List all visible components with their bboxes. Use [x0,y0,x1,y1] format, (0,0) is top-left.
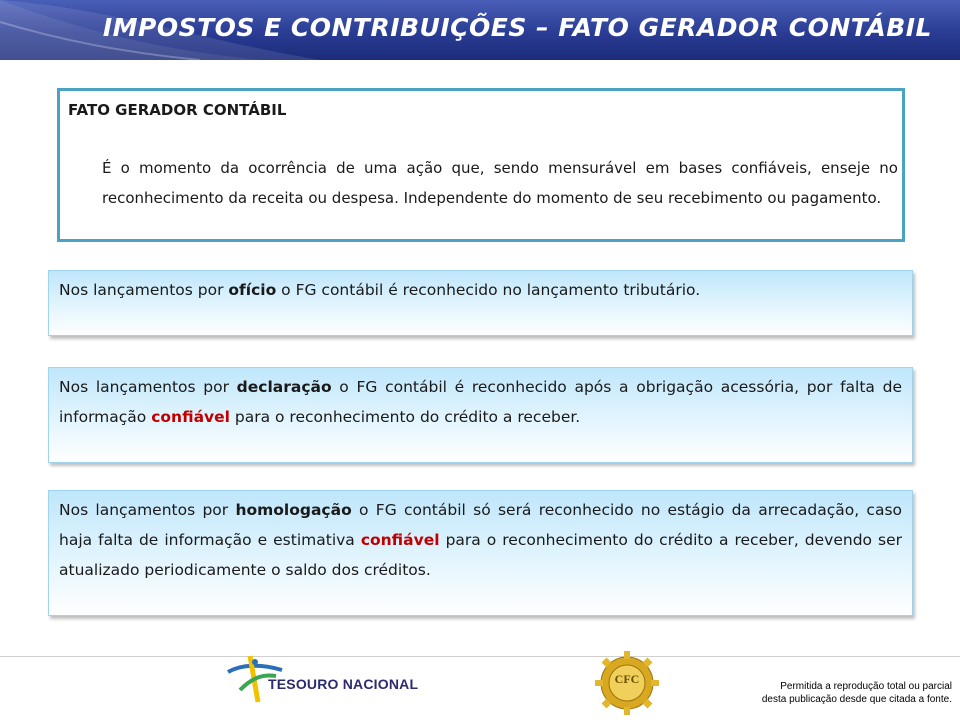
page-title: IMPOSTOS E CONTRIBUIÇÕES – FATO GERADOR CONTÁBIL [102,13,932,42]
definition-box [57,88,905,242]
homologacao-text-middle: o FG contábil só será reconhecido no estágio da arrecadação, caso haja falta de informação e estimativa [59,501,903,549]
permission-line-1: Permitida a reprodução total ou parcial [780,681,952,692]
homologacao-highlight: confiável [360,531,440,549]
definition-title: FATO GERADOR CONTÁBIL [68,101,287,119]
declaracao-text-middle: o FG contábil é reconhecido após a obrigação acessória, por falta de informação [59,378,902,426]
permission-line-2: desta publicação desde que citada a fonte. [761,694,952,705]
cfc-seal-text: CFC [614,672,640,686]
homologacao-keyword: homologação [235,501,352,519]
homologacao-text-before: Nos lançamentos por [59,501,236,519]
oficio-keyword: ofício [228,281,277,299]
homologacao-box [48,490,913,616]
definition-body: É o momento da ocorrência de uma ação que, sendo mensurável em bases confiáveis, enseje no reconhecimento da receita ou despesa. Independente do momento de seu recebimento ou pagamento. [102,159,898,207]
oficio-text-after: o FG contábil é reconhecido no lançamento tributário. [276,281,701,299]
oficio-box [48,270,913,336]
definition-text [102,153,898,213]
declaracao-text-after: para o reconhecimento do crédito a receber. [229,408,581,426]
tesouro-nacional-logo-text: TESOURO NACIONAL [268,676,419,692]
oficio-text-before: Nos lançamentos por [59,281,229,299]
permission-notice [700,680,952,706]
declaracao-text-before: Nos lançamentos por [59,378,237,396]
declaracao-highlight: confiável [151,408,230,426]
homologacao-text-after: para o reconhecimento do crédito a receber, devendo ser atualizado periodicamente o saldo dos créditos. [59,531,902,579]
declaracao-keyword: declaração [236,378,332,396]
declaracao-box [48,367,913,463]
footer-divider [0,656,960,657]
title-bar [0,0,960,60]
